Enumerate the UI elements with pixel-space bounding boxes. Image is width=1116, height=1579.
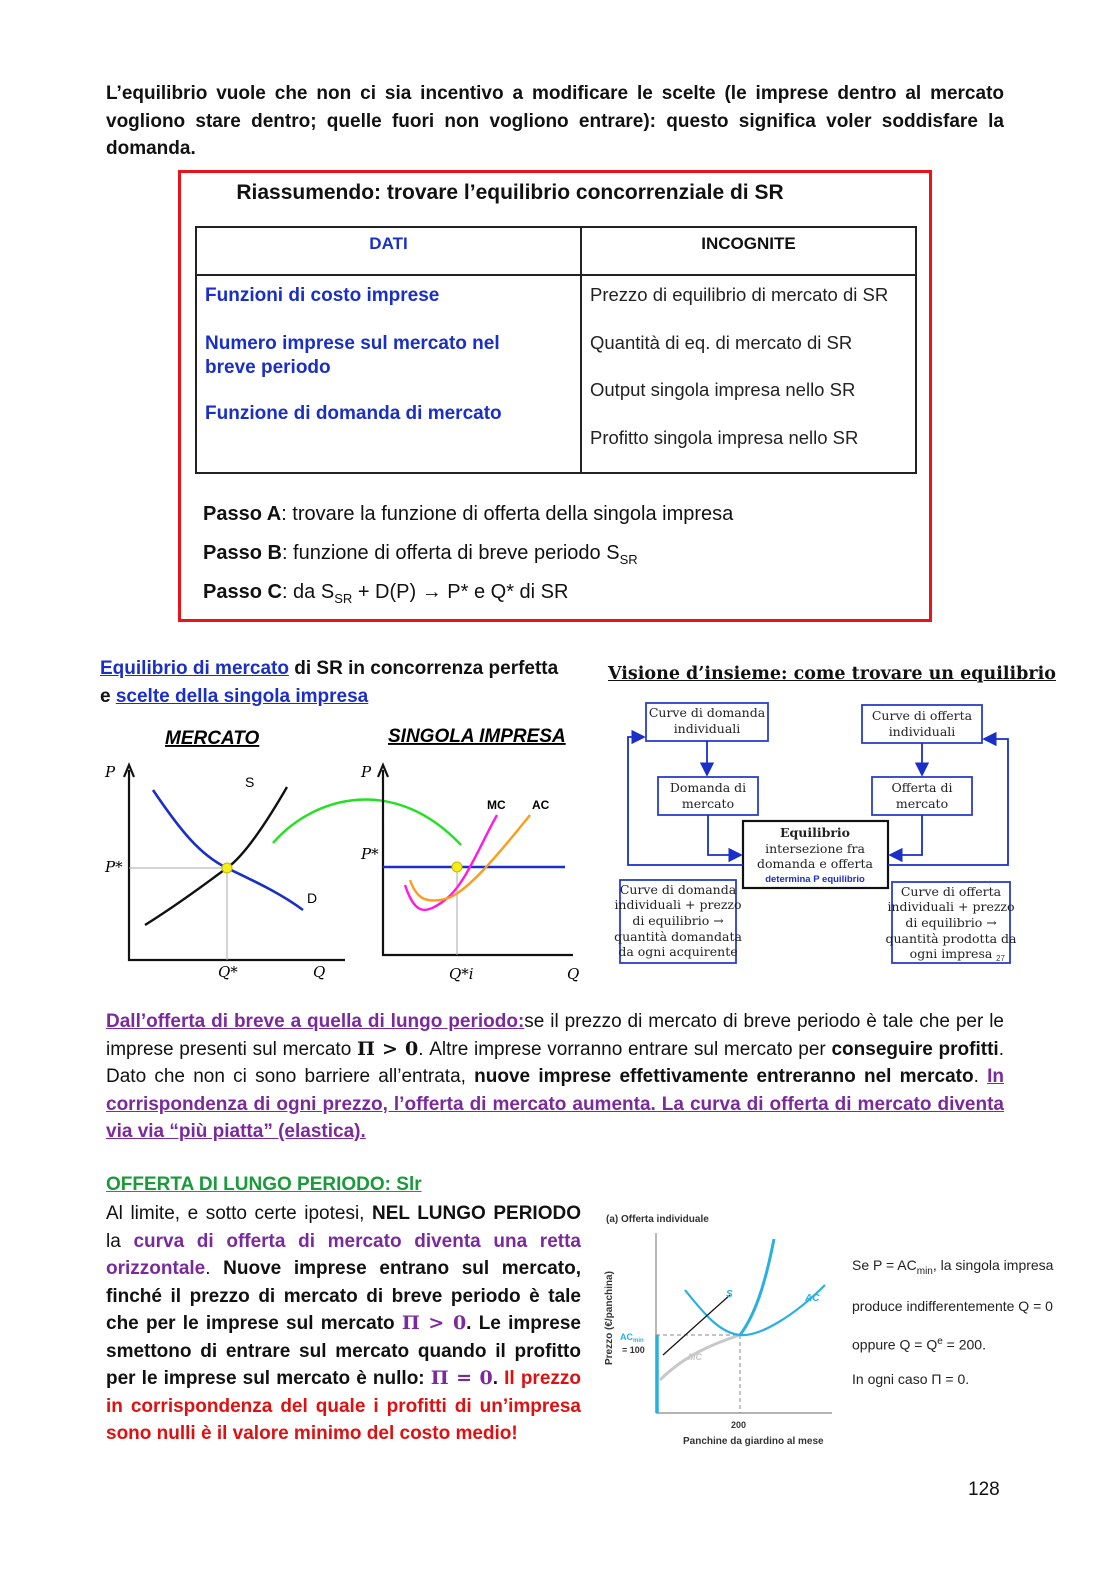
intro-paragraph: L’equilibrio vuole che non ci sia incentivo a modificare le scelte (le imprese dentro al mercato vogliono stare dentro; quelle fuori non vogliono entrare): questo significa voler soddisfare la domanda. xyxy=(106,83,1004,159)
note-line: oppure $Q = Q^e = 200$. xyxy=(852,1335,986,1353)
step-a: Passo A: trovare la funzione di offerta della singola impresa xyxy=(203,503,734,525)
page-number: 128 xyxy=(968,1479,1000,1500)
slide-number: 27 xyxy=(996,954,1005,963)
svg-text:intersezione fra: intersezione fra xyxy=(765,841,865,856)
note-line: Se $P = AC_{min}$, la singola impresa xyxy=(852,1257,1054,1277)
data-item: Numero imprese sul mercato nel breve periodo xyxy=(205,333,500,378)
svg-text:quantità domandata: quantità domandata xyxy=(614,929,742,944)
acmin-value: = 100 xyxy=(622,1345,645,1355)
x200-label: 200 xyxy=(731,1420,747,1430)
unknown-item: Prezzo di equilibrio di mercato di SR xyxy=(590,284,889,305)
ac-curve xyxy=(410,815,530,901)
mc-label: MC xyxy=(487,798,506,812)
svg-text:domanda e offerta: domanda e offerta xyxy=(757,856,873,871)
svg-text:quantità prodotta da: quantità prodotta da xyxy=(885,931,1017,946)
flow-title: Visione d’insieme: come trovare un equilibrio xyxy=(608,664,1056,684)
svg-text:ogni impresa: ogni impresa xyxy=(909,946,993,961)
summary-box xyxy=(178,170,932,622)
unknowns-column xyxy=(582,228,915,472)
summary-table xyxy=(195,226,917,474)
qistar-label: Q*i xyxy=(449,965,474,983)
figure-ylabel: Prezzo (€/panchina) xyxy=(604,1271,615,1365)
lr-supply-paragraph: Al limite, e sotto certe ipotesi, NEL LUNGO PERIODO la curva di offerta di mercato diventa una retta orizzontale. Nuove imprese entrano sul mercato, finché il prezzo di mercato di breve periodo è tale che per le imprese sul mercato Π > 0. Le imprese smettono di entrare sul mercato quando il profitto per le imprese sul mercato è nullo: Π = 0. Il prezzo in corrispondenza del quale i profitti di un’impresa sono nulli è il valore minimo del costo medio! xyxy=(106,1203,582,1444)
pointer-arrow xyxy=(663,1303,721,1355)
step-c: Passo C: da $S_{SR} + D(P) \to P*$ e Q* di SR xyxy=(203,581,569,606)
svg-text:Curve di domanda: Curve di domanda xyxy=(619,882,737,897)
svg-text:Curve di domanda: Curve di domanda xyxy=(648,705,766,720)
figure-title: (a) Offerta individuale xyxy=(606,1214,709,1225)
ac-label-fig: AC xyxy=(805,1293,820,1304)
acmin-label: $AC_{min}$ xyxy=(620,1332,644,1344)
flow-diagram xyxy=(606,695,1026,970)
svg-text:Offerta di: Offerta di xyxy=(891,780,953,795)
unknown-item: Output singola impresa nello SR xyxy=(590,379,856,400)
q-label: Q xyxy=(313,963,326,981)
lr-supply-heading: OFFERTA DI LUNGO PERIODO: Slr xyxy=(106,1174,422,1195)
qstar-label: Q* xyxy=(218,963,238,981)
firm-equilibrium-point xyxy=(452,862,462,872)
svg-text:individuali: individuali xyxy=(673,721,741,736)
d-label: D xyxy=(307,890,318,906)
market-axes xyxy=(129,770,345,960)
market-equilibrium-point xyxy=(222,863,232,873)
s-label-fig: S xyxy=(726,1289,733,1300)
data-item: Funzioni di costo imprese xyxy=(205,285,440,306)
s-curve xyxy=(740,1239,774,1335)
demand-curve xyxy=(153,790,303,910)
pstar-label: P* xyxy=(105,858,123,876)
svg-text:Curve di offerta: Curve di offerta xyxy=(900,884,1002,899)
s-label: S xyxy=(245,774,255,790)
svg-text:di equilibrio →: di equilibrio → xyxy=(905,915,997,930)
p-label: P xyxy=(105,763,116,781)
figure-xlabel: Panchine da giardino al mese xyxy=(683,1436,824,1447)
step-b: Passo B: funzione di offerta di breve periodo $S_{SR}$ xyxy=(203,542,638,567)
svg-text:Equilibrio: Equilibrio xyxy=(779,825,851,840)
svg-text:di equilibrio →: di equilibrio → xyxy=(632,913,724,928)
data-header: DATI xyxy=(197,228,580,276)
note-line: In ogni caso Π = 0. xyxy=(852,1371,970,1388)
summary-title: Riassumendo: trovare l’equilibrio concorrenziale di SR xyxy=(236,181,784,204)
firm-heading: SINGOLA IMPRESA xyxy=(388,726,566,747)
unknown-item: Profitto singola impresa nello SR xyxy=(590,427,859,448)
svg-text:da ogni acquirente: da ogni acquirente xyxy=(618,944,738,959)
market-firm-graphs xyxy=(95,715,595,990)
individual-supply-figure xyxy=(600,1205,850,1450)
market-heading: MERCATO xyxy=(165,728,260,749)
mc-gray-label: MC xyxy=(688,1352,702,1362)
svg-text:individuali + prezzo: individuali + prezzo xyxy=(887,899,1015,914)
data-column xyxy=(197,228,582,472)
data-item: Funzione di domanda di mercato xyxy=(205,403,502,424)
svg-text:Curve di offerta: Curve di offerta xyxy=(871,708,973,723)
unknown-item: Quantità di eq. di mercato di SR xyxy=(590,332,853,353)
svg-text:mercato: mercato xyxy=(681,796,735,811)
svg-text:individuali + prezzo: individuali + prezzo xyxy=(614,897,742,912)
market-title: Equilibrio di mercato di SR in concorrenza perfetta e scelte della singola impresa xyxy=(100,658,559,707)
link-arc xyxy=(273,799,461,845)
svg-text:Domanda di: Domanda di xyxy=(669,780,747,795)
firm-p-label: P xyxy=(361,763,372,781)
svg-text:individuali: individuali xyxy=(888,724,956,739)
firm-q-label: Q xyxy=(567,965,580,983)
unknowns-header: INCOGNITE xyxy=(582,228,915,276)
figure-notes xyxy=(852,1248,1053,1397)
svg-text:determina P equilibrio: determina P equilibrio xyxy=(765,874,865,885)
note-line: produce indifferentemente Q = 0 xyxy=(852,1297,1053,1314)
long-run-paragraph: Dall’offerta di breve a quella di lungo periodo:se il prezzo di mercato di breve periodo è tale che per le imprese presenti sul mercato Π > 0. Altre imprese vorranno entrare sul mercato per conseguire profitti. Dato che non ci sono barriere all’entrata, nuove imprese effettivamente entreranno nel mercato. In corrispondenza di ogni prezzo, l’offerta di mercato aumenta. La curva di offerta di mercato diventa via via “più piatta” (elastica). xyxy=(106,1011,1004,1142)
ac-label: AC xyxy=(532,798,550,812)
svg-text:mercato: mercato xyxy=(895,796,949,811)
firm-pstar-label: P* xyxy=(361,845,379,863)
